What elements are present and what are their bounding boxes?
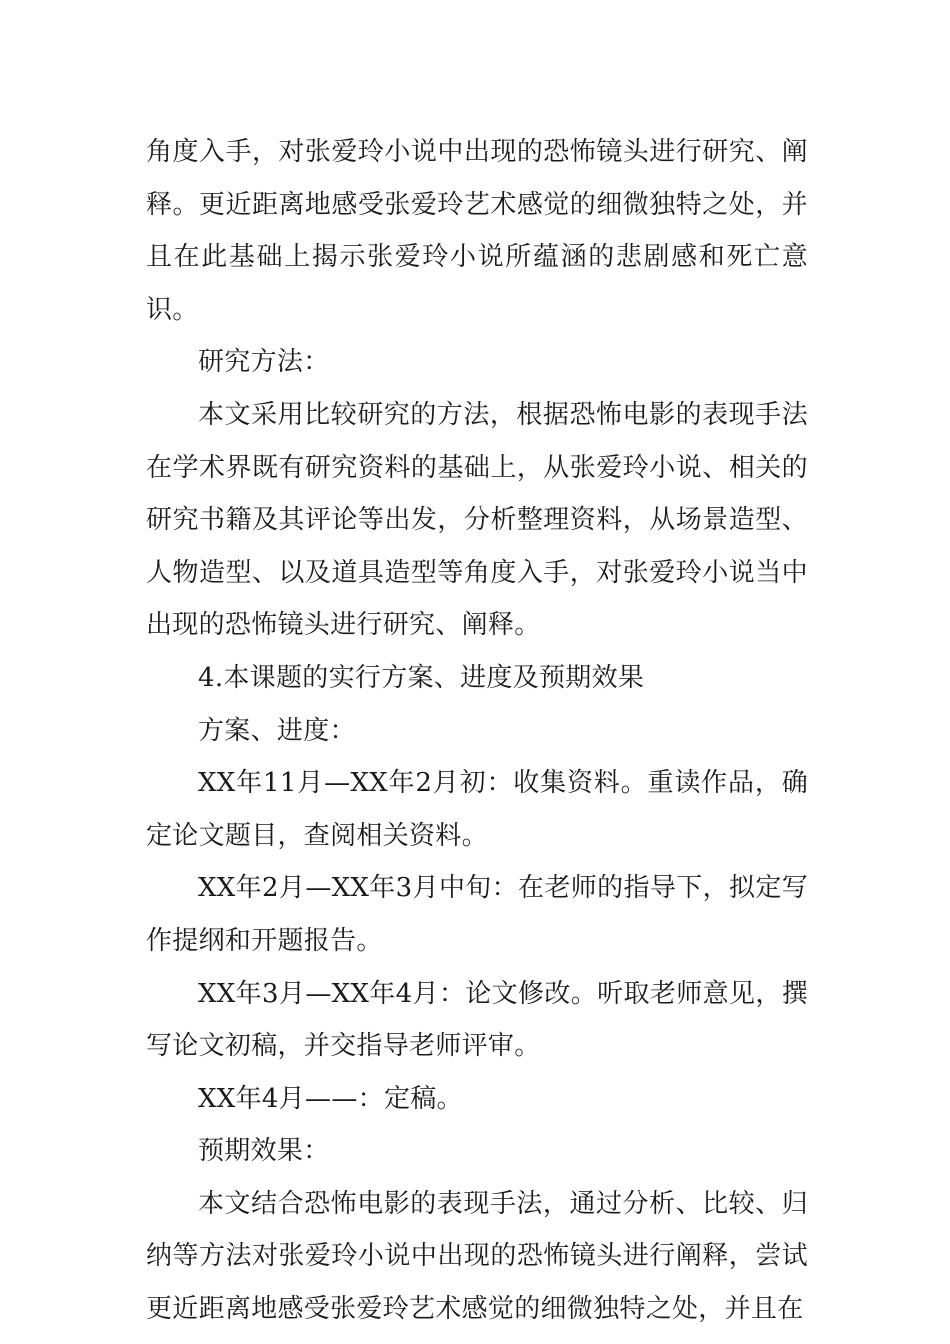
schedule-item-4: XX年4月——：定稿。: [198, 1083, 463, 1114]
heading-plan-schedule: 方案、进度：: [198, 715, 356, 746]
heading-section-4: 4.本课题的实行方案、进度及预期效果: [198, 662, 645, 693]
paragraph-expected-results: 本文结合恐怖电影的表现手法，通过分析、比较、归纳等方法对张爱玲小说中出现的恐怖镜头进行阐释，尝试更近距离地感受张爱玲艺术感觉的细微独特之处，并且在: [146, 1188, 808, 1325]
document-body: [146, 126, 808, 1336]
schedule-item-2: XX年2月—XX年3月中旬：在老师的指导下，拟定写作提纲和开题报告。: [146, 873, 808, 956]
schedule-item-1: XX年11月—XX年2月初：收集资料。重读作品，确定论文题目，查阅相关资料。: [146, 768, 808, 851]
paragraph-intro-continuation: 角度入手，对张爱玲小说中出现的恐怖镜头进行研究、阐释。更近距离地感受张爱玲艺术感觉的细微独特之处，并且在此基础上揭示张爱玲小说所蕴涵的悲剧感和死亡意识。: [146, 137, 808, 325]
heading-research-method: 研究方法：: [198, 347, 330, 378]
heading-expected-results: 预期效果：: [198, 1136, 330, 1167]
schedule-item-3: XX年3月—XX年4月：论文修改。听取老师意见，撰写论文初稿，并交指导老师评审。: [146, 978, 808, 1062]
paragraph-research-method: 本文采用比较研究的方法，根据恐怖电影的表现手法在学术界既有研究资料的基础上，从张爱玲小说、相关的研究书籍及其评论等出发，分析整理资料，从场景造型、人物造型、以及道具造型等角度入手，对张爱玲小说当中出现的恐怖镜头进行研究、阐释。: [146, 399, 808, 641]
